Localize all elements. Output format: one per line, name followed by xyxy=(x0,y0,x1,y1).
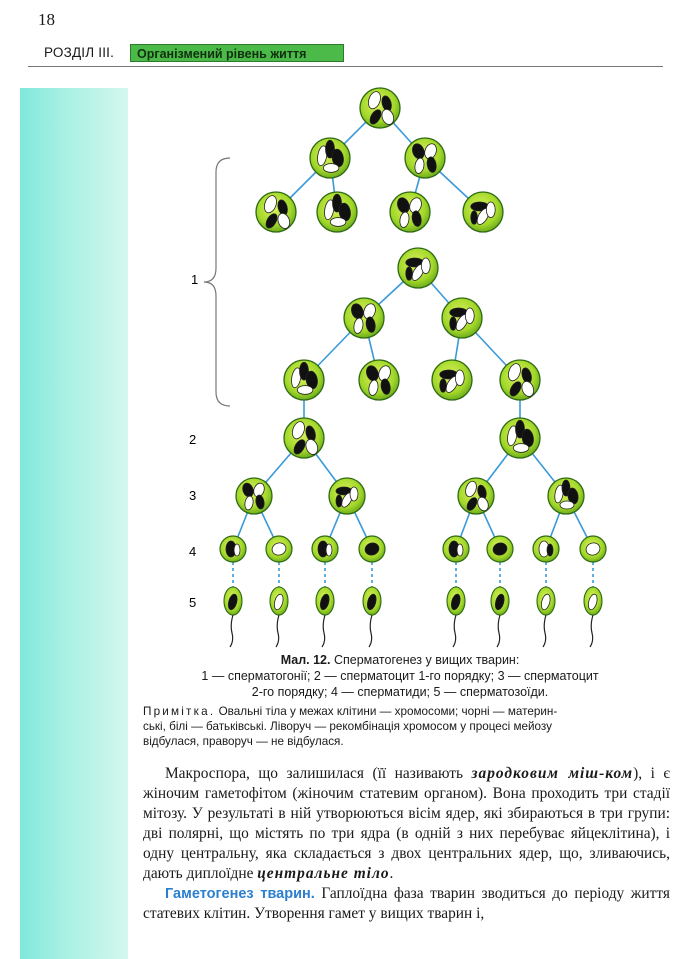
cell-top-l2-3 xyxy=(390,192,430,232)
cell-top-root xyxy=(360,88,400,128)
cell-top-l1-2 xyxy=(405,138,445,178)
stage-label-2: 2 xyxy=(189,432,197,447)
p1-text-b: ), і є жіночим гаметофітом (жіночим статевим органом). Вона проходить три стадії мітозу. У результаті в ній утворюються вісім ядер, які збираються в три групи: дві полярні, що містять по три ядра (в одній з них перебуває яйцеклітина), і одну центральну, яка складається з двох центральних ядер, що, зливаючись, дають диплоїдне xyxy=(143,765,671,882)
caption-label: Мал. 12. xyxy=(280,653,331,667)
spermatocyte-2-3 xyxy=(458,478,494,514)
section-title: Організмений рівень життя xyxy=(130,44,344,62)
cells xyxy=(220,88,606,647)
spermatocyte-2-1 xyxy=(236,478,272,514)
cell-mid-l2-1 xyxy=(284,360,324,400)
spermatid-6 xyxy=(487,536,513,562)
spermatid-5 xyxy=(443,536,469,562)
spermatid-7 xyxy=(533,536,559,562)
page-number: 18 xyxy=(38,10,55,29)
caption-title: Сперматогенез у вищих тварин: xyxy=(333,653,520,667)
p1-text-a: Макроспора, що залишилася (її називають xyxy=(165,765,472,782)
spermatozoon-2 xyxy=(270,587,288,647)
figure-note xyxy=(143,704,668,749)
stage-label-4: 4 xyxy=(189,544,197,559)
cell-mid-l2-2 xyxy=(359,360,399,400)
cell-top-l2-1 xyxy=(256,192,296,232)
spermatocyte-2-2 xyxy=(329,478,365,514)
spermatocyte-2-4 xyxy=(548,478,584,514)
cell-top-l2-4 xyxy=(463,192,503,232)
spermatozoon-6 xyxy=(491,587,509,647)
spermatozoon-4 xyxy=(363,587,381,647)
stage-label-5: 5 xyxy=(189,595,197,610)
stage-label-1: 1 xyxy=(191,272,199,287)
term-central-body: центральне тіло xyxy=(257,865,390,882)
term-embryo-sac: зародковим міш-ком xyxy=(471,765,634,782)
note-label: Примітка. xyxy=(143,705,216,718)
spermatid-1 xyxy=(220,536,246,562)
cell-mid-l1-2 xyxy=(442,298,482,338)
p2-text: Гаплоїдна фаза тварин зводиться до періоду життя статевих клітин. Утворення гамет у вищих тварин і, xyxy=(143,885,670,922)
note-line-1: Овальні тіла у межах клітини — хромосоми; чорні — материн- xyxy=(218,705,558,718)
note-line-2: ські, білі — батьківські. Ліворуч — рекомбінація хромосом у процесі мейозу xyxy=(143,720,552,733)
cell-top-l1-1 xyxy=(310,138,350,178)
caption-line-3: 2-го порядку; 4 — сперматиди; 5 — сперматозоїди. xyxy=(251,685,549,699)
spermatid-3 xyxy=(312,536,338,562)
spermatozoon-1 xyxy=(224,587,242,647)
spermatozoon-5 xyxy=(447,587,465,647)
cell-top-l2-2 xyxy=(317,192,357,232)
figure-caption xyxy=(140,652,660,700)
body-text xyxy=(143,764,670,924)
spermatozoon-7 xyxy=(537,587,555,647)
cell-mid-l2-4 xyxy=(500,360,540,400)
caption-line-2: 1 — сперматогонії; 2 — сперматоцит 1-го порядку; 3 — сперматоцит xyxy=(201,669,599,683)
cell-mid-l1-1 xyxy=(344,298,384,338)
cell-mid-root xyxy=(398,248,438,288)
spermatocyte-1-2 xyxy=(500,418,540,458)
stage-label-3: 3 xyxy=(189,488,197,503)
spermatocyte-1-1 xyxy=(284,418,324,458)
spermatid-4 xyxy=(359,536,385,562)
paragraph-1 xyxy=(143,764,670,884)
spermatozoon-3 xyxy=(316,587,334,647)
stage-1-bracket xyxy=(204,158,230,406)
spermatid-2 xyxy=(266,536,292,562)
connector-lines xyxy=(233,108,593,589)
section-label: РОЗДІЛ III. xyxy=(44,45,115,60)
spermatid-8 xyxy=(580,536,606,562)
cell-mid-l2-3 xyxy=(432,360,472,400)
subheading-animal-gametogenesis: Гаметогенез тварин. xyxy=(165,886,315,902)
note-line-3: відбулася, праворуч — не відбулася. xyxy=(143,735,344,748)
paragraph-2 xyxy=(143,884,670,924)
p1-text-c: . xyxy=(389,865,394,882)
spermatozoon-8 xyxy=(584,587,602,647)
